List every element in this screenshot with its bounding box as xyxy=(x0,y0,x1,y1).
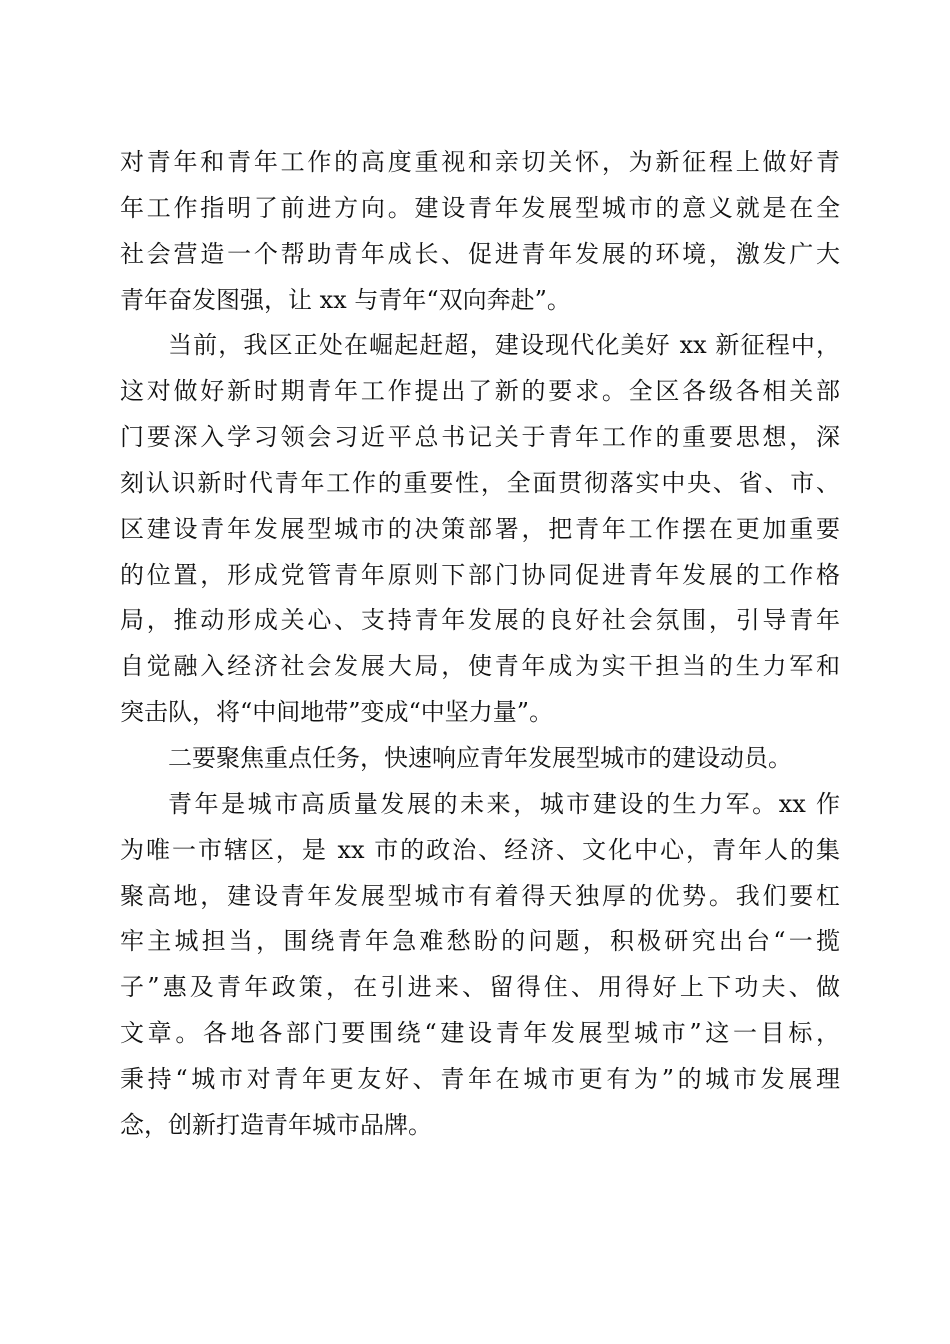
document-body xyxy=(120,140,840,1149)
text-line: 年工作指明了前进方向。建设青年发展型城市的意义就是在全 xyxy=(120,193,840,222)
text-line: 念，创新打造青年城市品牌。 xyxy=(120,1110,432,1139)
text-line: 区建设青年发展型城市的决策部署，把青年工作摆在更加重要 xyxy=(120,514,840,543)
text-line: 聚高地，建设青年发展型城市有着得天独厚的优势。我们要杠 xyxy=(120,881,840,910)
text-line: 门要深入学习领会习近平总书记关于青年工作的重要思想，深 xyxy=(120,423,840,452)
paragraph-1 xyxy=(120,140,840,323)
text-line: 刻认识新时代青年工作的重要性，全面贯彻落实中央、省、市、 xyxy=(120,468,840,497)
section-heading: 二要聚焦重点任务，快速响应青年发展型城市的建设动员。 xyxy=(168,743,792,772)
text-line: 牢主城担当，围绕青年急难愁盼的问题，积极研究出台“一揽 xyxy=(120,927,840,956)
text-line: 为唯一市辖区，是 xx 市的政治、经济、文化中心，青年人的集 xyxy=(120,835,840,864)
paragraph-4 xyxy=(120,782,840,1149)
text-line: 自觉融入经济社会发展大局，使青年成为实干担当的生力军和 xyxy=(120,652,840,681)
paragraph-2 xyxy=(120,323,840,736)
text-line: 对青年和青年工作的高度重视和亲切关怀，为新征程上做好青 xyxy=(120,148,840,176)
text-line: 这对做好新时期青年工作提出了新的要求。全区各级各相关部 xyxy=(120,377,840,406)
text-line: 的位置，形成党管青年原则下部门协同促进青年发展的工作格 xyxy=(120,560,840,589)
text-line: 子”惠及青年政策，在引进来、留得住、用得好上下功夫、做 xyxy=(120,973,840,1002)
text-line: 青年奋发图强，让 xx 与青年“双向奔赴”。 xyxy=(120,285,571,314)
text-line: 局，推动形成关心、支持青年发展的良好社会氛围，引导青年 xyxy=(120,606,840,635)
text-line: 社会营造一个帮助青年成长、促进青年发展的环境，激发广大 xyxy=(120,239,840,268)
text-line: 文章。各地各部门要围绕“建设青年发展型城市”这一目标， xyxy=(120,1019,840,1048)
paragraph-3-heading xyxy=(120,736,840,782)
text-line: 突击队，将“中间地带”变成“中坚力量”。 xyxy=(120,698,554,727)
text-line: 青年是城市高质量发展的未来，城市建设的生力军。xx 作 xyxy=(168,789,840,818)
text-line: 秉持“城市对青年更友好、青年在城市更有为”的城市发展理 xyxy=(120,1064,840,1093)
text-line: 当前，我区正处在崛起赶超，建设现代化美好 xx 新征程中， xyxy=(168,331,840,360)
